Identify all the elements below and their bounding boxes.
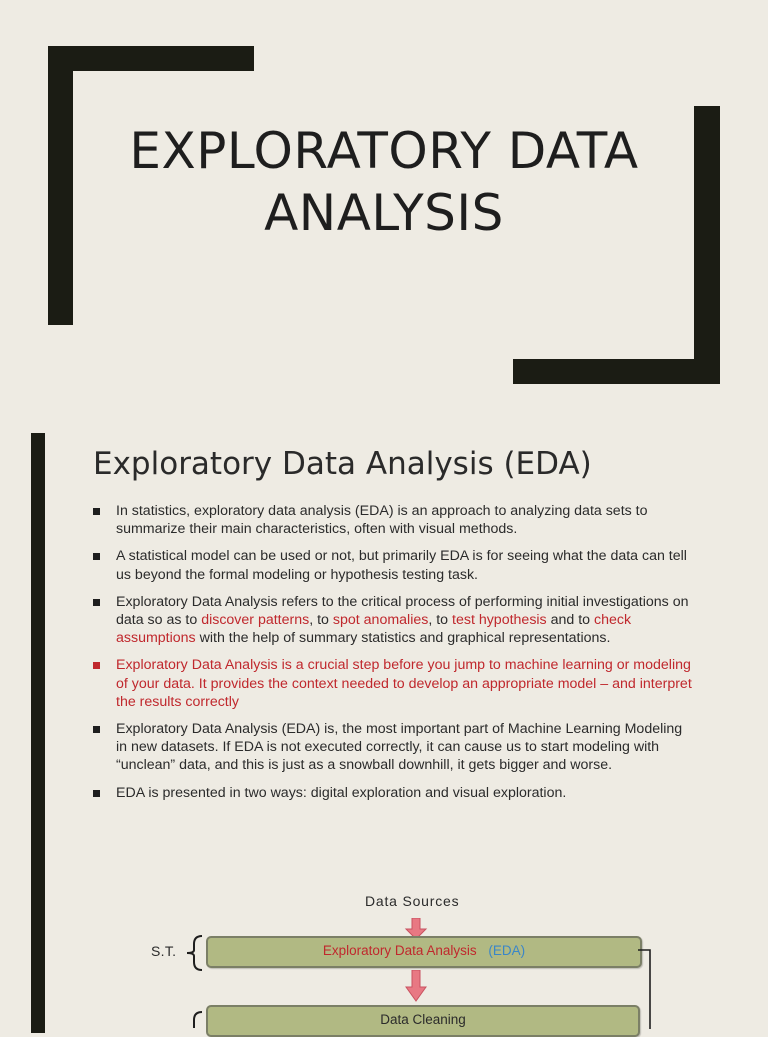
- highlighted-text: spot anomalies: [332, 612, 429, 629]
- highlighted-text: test hypothesis: [452, 612, 547, 629]
- side-connector: [638, 949, 656, 1029]
- corner-bar-left-vertical: [48, 46, 73, 325]
- bullet-text: , to: [309, 612, 333, 629]
- square-bullet-icon: [93, 599, 100, 606]
- content-heading: Exploratory Data Analysis (EDA): [93, 446, 592, 482]
- square-bullet-icon: [93, 726, 100, 733]
- bullet-item: [93, 784, 693, 802]
- down-arrow-icon: [404, 970, 428, 1002]
- highlighted-text: Exploratory Data Analysis is a crucial step before you jump to machine learning or modeling of your data. It provides the context needed to develop an appropriate model – and interpret the results correctly: [116, 657, 692, 710]
- eda-box: [206, 936, 642, 968]
- corner-bar-right-vertical: [694, 106, 720, 384]
- bullet-item: [93, 547, 693, 583]
- bullet-item: [93, 720, 693, 775]
- bullet-text: A statistical model can be used or not, but primarily EDA is for seeing what the data can tell us beyond the formal modeling or hypothesis testing task.: [116, 548, 687, 583]
- st-label: S.T.: [151, 943, 177, 959]
- square-bullet-icon: [93, 508, 100, 515]
- title-line-2: ANALYSIS: [264, 184, 504, 242]
- bullet-text: Exploratory Data Analysis refers to the critical process of performing initial investigations on data so as to: [116, 593, 689, 629]
- data-sources-label: Data Sources: [365, 893, 460, 909]
- data-cleaning-box: [206, 1005, 640, 1037]
- bullet-list: [93, 502, 693, 811]
- square-bullet-icon: [93, 662, 100, 669]
- square-bullet-icon: [93, 553, 100, 560]
- square-bullet-icon: [93, 790, 100, 797]
- eda-box-text: Exploratory Data Analysis: [322, 943, 477, 958]
- bullet-item: [93, 656, 693, 711]
- bullet-text: and to: [546, 612, 594, 629]
- slide-title: [74, 120, 694, 244]
- highlighted-text: discover patterns: [201, 612, 310, 629]
- bullet-text: Exploratory Data Analysis (EDA) is, the most important part of Machine Learning Modeling in new datasets. If EDA is not executed correctly, it can cause us to start modeling with “unclean” data, and this is just as a snowball downhill, it gets bigger and worse.: [116, 721, 683, 774]
- highlighted-text: check assumptions: [116, 612, 632, 647]
- data-cleaning-box-text: Data Cleaning: [380, 1012, 466, 1027]
- brace-icon: [182, 1008, 206, 1028]
- content-left-bar: [31, 433, 45, 1033]
- bullet-text: , to: [428, 612, 453, 629]
- bullet-text: with the help of summary statistics and graphical representations.: [195, 630, 611, 647]
- brace-icon: [182, 934, 206, 972]
- bullet-text: EDA is presented in two ways: digital exploration and visual exploration.: [116, 784, 567, 801]
- corner-bar-top-horizontal: [48, 46, 254, 71]
- bullet-text: In statistics, exploratory data analysis (EDA) is an approach to analyzing data sets to summarize their main characteristics, often with visual methods.: [116, 503, 648, 538]
- eda-box-abbr: (EDA): [488, 943, 526, 958]
- bullet-item: [93, 502, 693, 538]
- corner-bar-bottom-horizontal: [513, 359, 720, 384]
- bullet-item: [93, 593, 693, 648]
- title-line-1: EXPLORATORY DATA: [129, 122, 639, 180]
